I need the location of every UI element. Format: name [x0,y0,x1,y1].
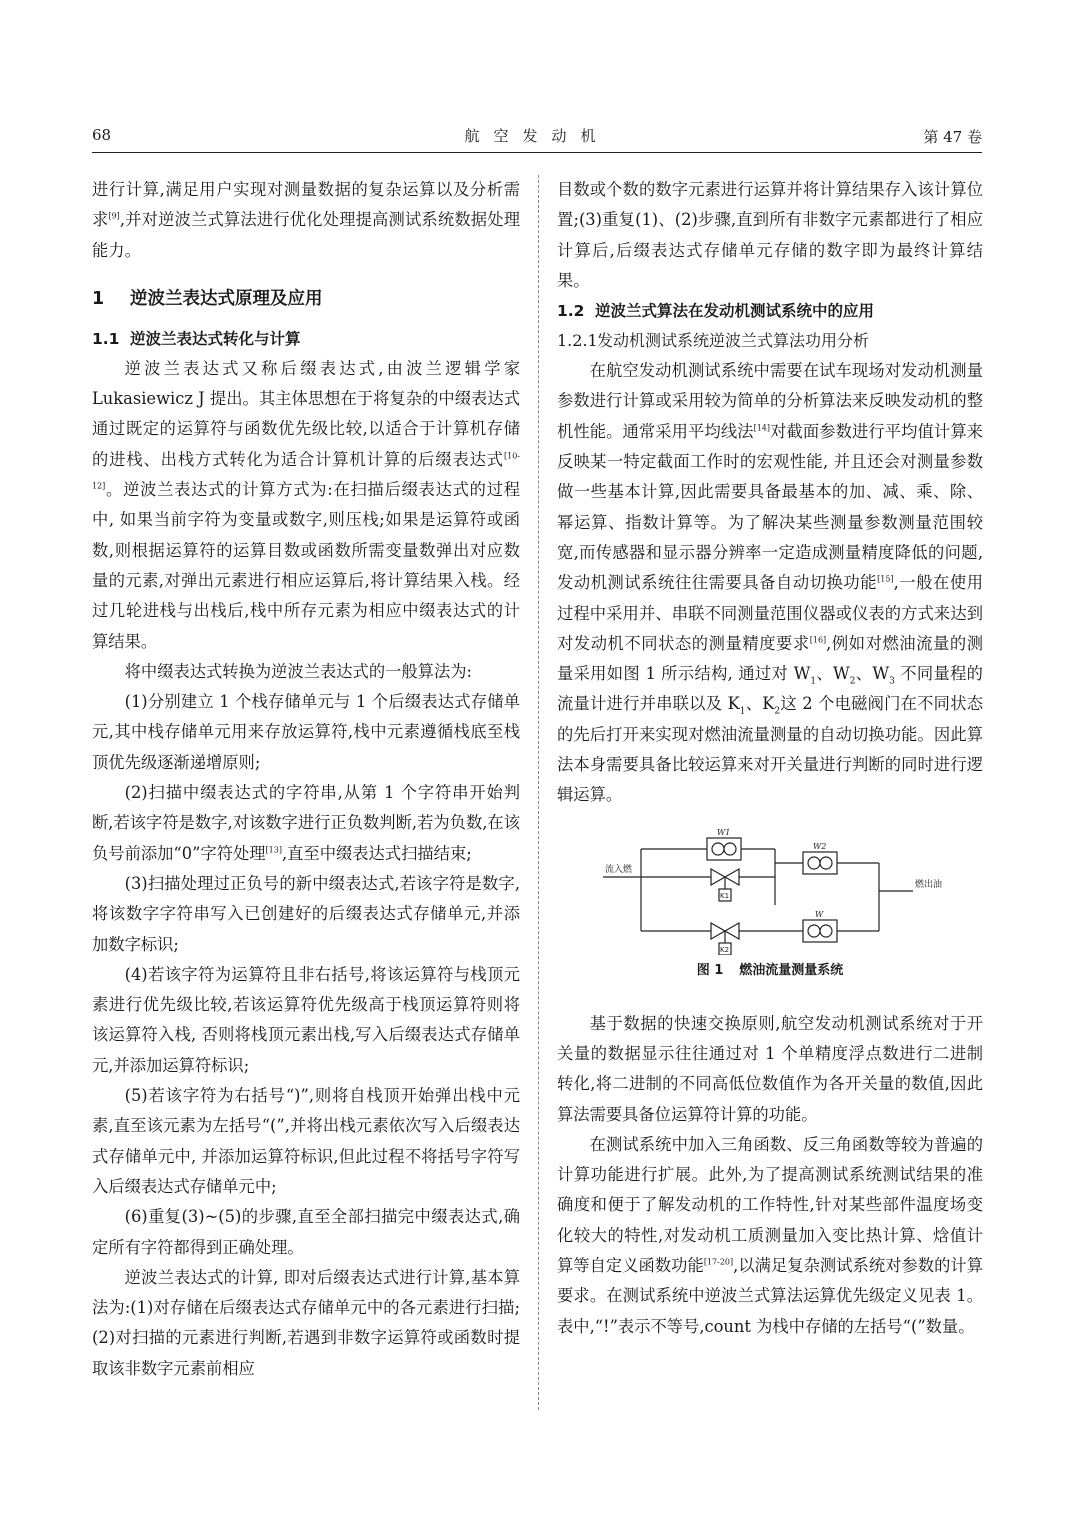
figure-caption: 图 1 燃油流量测量系统 [696,962,844,978]
paragraph: 在航空发动机测试系统中需要在试车现场对发动机测量参数进行计算或采用较为简单的分析算法来反映发动机的整机性能。通常采用平均线法[14]对截面参数进行平均值计算来反映某一特定截面工作时的宏观性能, 并且还会对测量参数做一些基本计算,因此需要具备最基本的加、减、乘、除、幂运算、指数计算等。为了解决某些测量参数测量范围较宽,而传感器和显示器分辨率一定造成测量精度降低的问题,发动机测试系统往往需要具备自动切换功能[15],一般在使用过程中采用并、串联不同测量范围仪器或仪表的方式来达到对发动机不同状态的测量精度要求[16],例如对燃油流量的测量采用如图 1 所示结构, 通过对 $W_1$、$W_2$、$W_3$ 不同量程的流量计进行并串联以及 $K_1$、$K_2$这 2 个电磁阀门在不同状态的先后打开来实现对燃油流量测量的自动切换功能。因此算法本身需要具备比较运算来对开关量进行判断的同时进行逻辑运算。 [557,361,983,805]
citation: [15] [877,574,894,584]
paragraph: 在测试系统中加入三角函数、反三角函数等较为普遍的计算功能进行扩展。此外,为了提高测试系统测试结果的准确度和便于了解发动机的工作特性,针对某些部件温度场变化较大的特性,对发动机工质测量加入变比热计算、焓值计算等自定义函数功能[17-20],以满足复杂测试系统对参数的计算要求。在测试系统中逆波兰式算法运算优先级定义见表 1。表中,“!”表示不等号,count 为栈中存储的左括号“(”数量。 [557,1134,983,1336]
section-heading-1-2-1: 1.2.1发动机测试系统逆波兰式算法功用分析 [557,331,870,351]
journal-title: 航空发动机 [464,127,610,145]
paragraph: 逆波兰表达式又称后缀表达式,由波兰逻辑学家 Lukasiewicz J 提出。其主体思想在于将复杂的中缀表达式通过既定的运算符与函数优先级比较,以适合于计算机存储的进栈、出栈方式转化为适合计算机计算的后缀表达式[10-12]。逆波兰表达式的计算方式为:在扫描后缀表达式的过程中, 如果当前字符为变量或数字,则压栈;如果是运算符或函数,则根据运算符的运算目数或函数所需变量数弹出对应数量的元素,对弹出元素进行相应运算后,将计算结果入栈。经过几轮进栈与出栈后,栈中所存元素为相应中缀表达式的计算结果。 [92,358,520,651]
step-6: (6)重复(3)~(5)的步骤,直至全部扫描完中缀表达式,确定所有字符都得到正确处理。 [92,1207,520,1257]
column-divider [538,175,539,1410]
left-column [92,175,520,1384]
paragraph: 进行计算,满足用户实现对测量数据的复杂运算以及分析需求[9],并对逆波兰式算法进行优化处理提高测试系统数据处理能力。 [92,180,520,260]
paragraph: 逆波兰表达式的计算, 即对后缀表达式进行计算,基本算法为:(1)对存储在后缀表达式存储单元中的各元素进行扫描;(2)对扫描的元素进行判断,若遇到非数字运算符或函数时提取该非数字元素前相应 [92,1267,520,1378]
citation: [14] [753,423,771,433]
paragraph: 目数或个数的数字元素进行运算并将计算结果存入该计算位置;(3)重复(1)、(2)步骤,直到所有非数字元素都进行了相应计算后,后缀表达式存储单元存储的数字即为最终计算结果。 [557,180,983,290]
citation: [17-20] [703,1257,734,1267]
fuel-flow-diagram [557,827,983,955]
paragraph: 基于数据的快速交换原则,航空发动机测试系统对于开关量的数据显示往往通过对 1 个单精度浮点数进行二进制转化,将二进制的不同高低位数值作为各开关量的数值,因此算法需要具备位运算符计算的功能。 [557,1013,983,1124]
step-1: (1)分别建立 1 个栈存储单元与 1 个后缀表达式存储单元,其中栈存储单元用来存放运算符,栈中元素遵循栈底至栈顶优先级逐渐递增原则; [92,692,520,772]
outlet-label: 燃出油 [915,879,943,890]
valve-k1-label: K1 [720,891,730,900]
figure-fuel-flow-system [557,827,983,955]
meter-w2-label: W2 [813,841,827,851]
running-header [92,122,982,153]
inlet-label: 流入燃 [605,864,633,875]
section-heading-1: 1 逆波兰表达式原理及应用 [92,288,323,309]
right-column [557,175,983,1342]
citation: [13] [265,845,282,855]
step-3: (3)扫描处理过正负号的新中缀表达式,若该字符是数字,将该数字字符串写入已创建好的后缀表达式存储单元,并添加数字标识; [92,873,520,954]
step-5: (5)若该字符为右括号“)”,则将自栈顶开始弹出栈中元素,直至该元素为左括号“(”,并将出栈元素依次写入后缀表达式存储单元中, 并添加运算符标识,但此过程不将括号字符写入后缀表达式存储单元中; [92,1086,520,1196]
step-2: (2)扫描中缀表达式的字符串,从第 1 个字符串开始判断,若该字符是数字,对该数字进行正负数判断,若为负数,在该负号前添加“0”字符处理[13],直至中缀表达式扫描结束; [92,783,520,863]
citation: [9] [108,211,120,221]
citation: [16] [809,635,827,645]
valve-k2-label: K2 [720,945,730,954]
volume-label: 第 47 卷 [923,128,982,146]
section-heading-1-2: 1.2 逆波兰式算法在发动机测试系统中的应用 [557,302,875,321]
step-4: (4)若该字符为运算符且非右括号,将该运算符与栈顶元素进行优先级比较,若该运算符优先级高于栈顶运算符则将该运算符入栈, 否则将栈顶元素出栈,写入后缀表达式存储单元,并添加运算符标识; [92,964,520,1075]
section-heading-1-1: 1.1 逆波兰表达式转化与计算 [92,329,301,348]
citation: [10-12] [92,451,520,491]
meter-w3-label: W [815,909,824,919]
page-number: 68 [92,126,112,144]
paragraph: 将中缀表达式转换为逆波兰表达式的一般算法为: [124,661,472,681]
meter-w1-label: W1 [717,827,731,837]
